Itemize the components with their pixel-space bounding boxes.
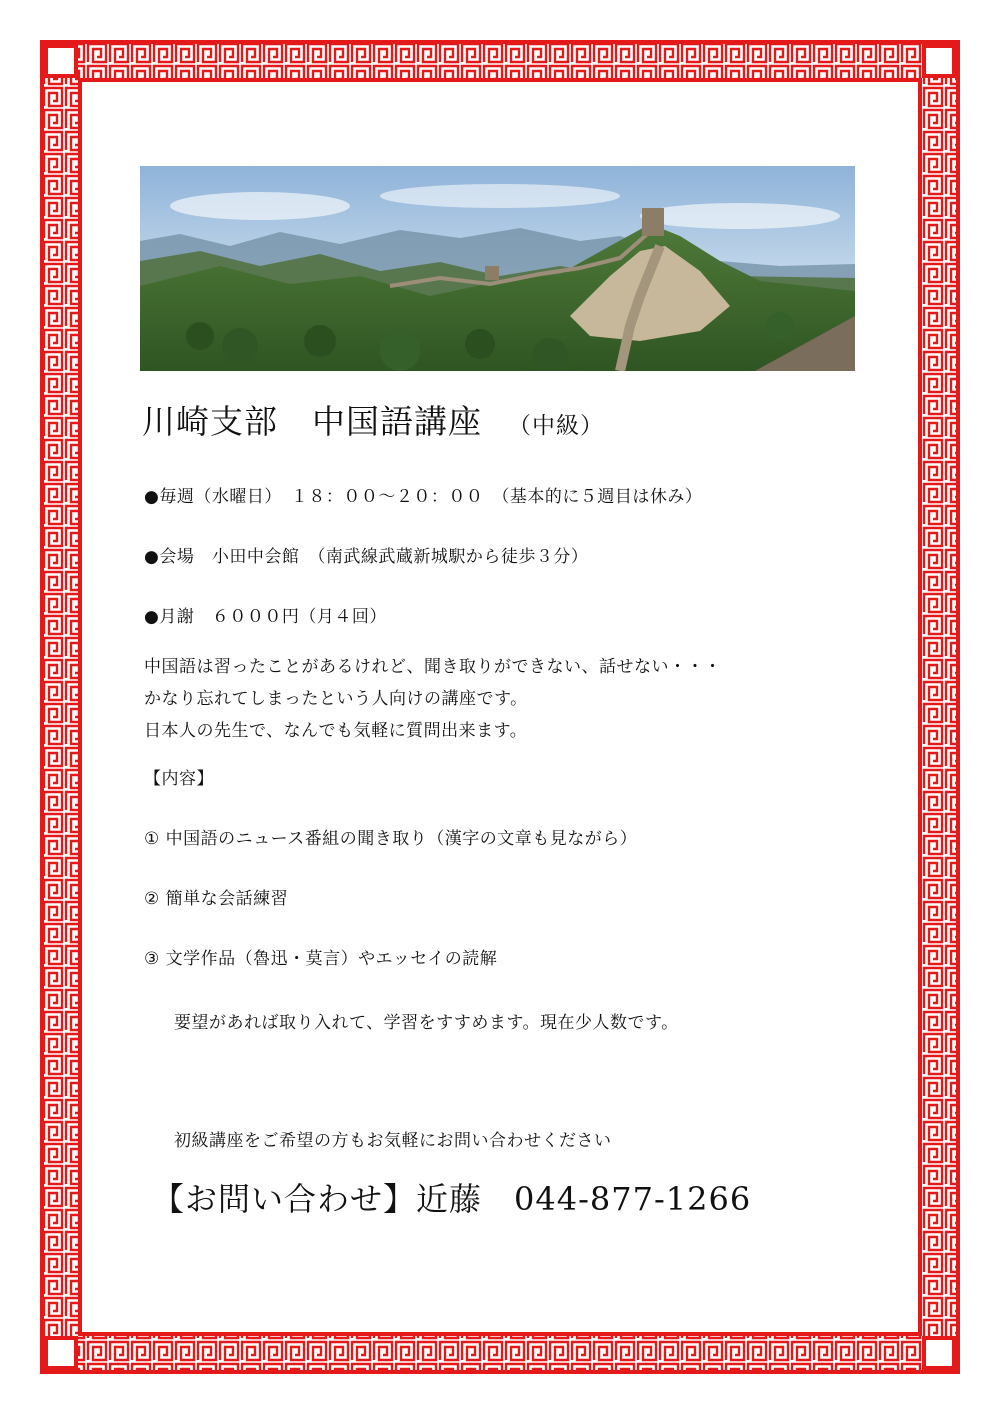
contact-label: 【お問い合わせ】近藤	[152, 1180, 483, 1218]
schedule-line: ●毎週（水曜日） １８：００～２０：００ （基本的に５週目は休み）	[144, 487, 703, 507]
contents-item-2: ② 簡単な会話練習	[144, 889, 289, 909]
beginner-note: 初級講座をご希望の方もお気軽にお問い合わせください	[174, 1131, 612, 1151]
contents-heading: 【内容】	[144, 769, 214, 789]
intro-line-1: 中国語は習ったことがあるけれど、聞き取りができない、話せない・・・	[144, 657, 722, 677]
contact-phone: 044-877-1266	[514, 1180, 752, 1218]
title-level: （中級）	[508, 413, 604, 439]
great-wall-photo	[140, 166, 855, 371]
intro-line-3: 日本人の先生で、なんでも気軽に質問出来ます。	[144, 721, 528, 741]
request-note: 要望があれば取り入れて、学習をすすめます。現在少人数です。	[174, 1013, 679, 1033]
contents-item-3: ③ 文学作品（魯迅・莫言）やエッセイの読解	[144, 949, 498, 969]
venue-line: ●会場 小田中会館 （南武線武蔵新城駅から徒歩３分）	[144, 547, 589, 567]
fee-line: ●月謝 ６０００円（月４回）	[144, 607, 387, 627]
intro-line-2: かなり忘れてしまったという人向けの講座です。	[144, 689, 528, 709]
contents-item-1: ① 中国語のニュース番組の聞き取り（漢字の文章も見ながら）	[144, 829, 638, 849]
contact-line	[152, 1174, 751, 1220]
title-main: 川崎支部 中国語講座	[142, 402, 482, 441]
page-title	[142, 396, 604, 443]
